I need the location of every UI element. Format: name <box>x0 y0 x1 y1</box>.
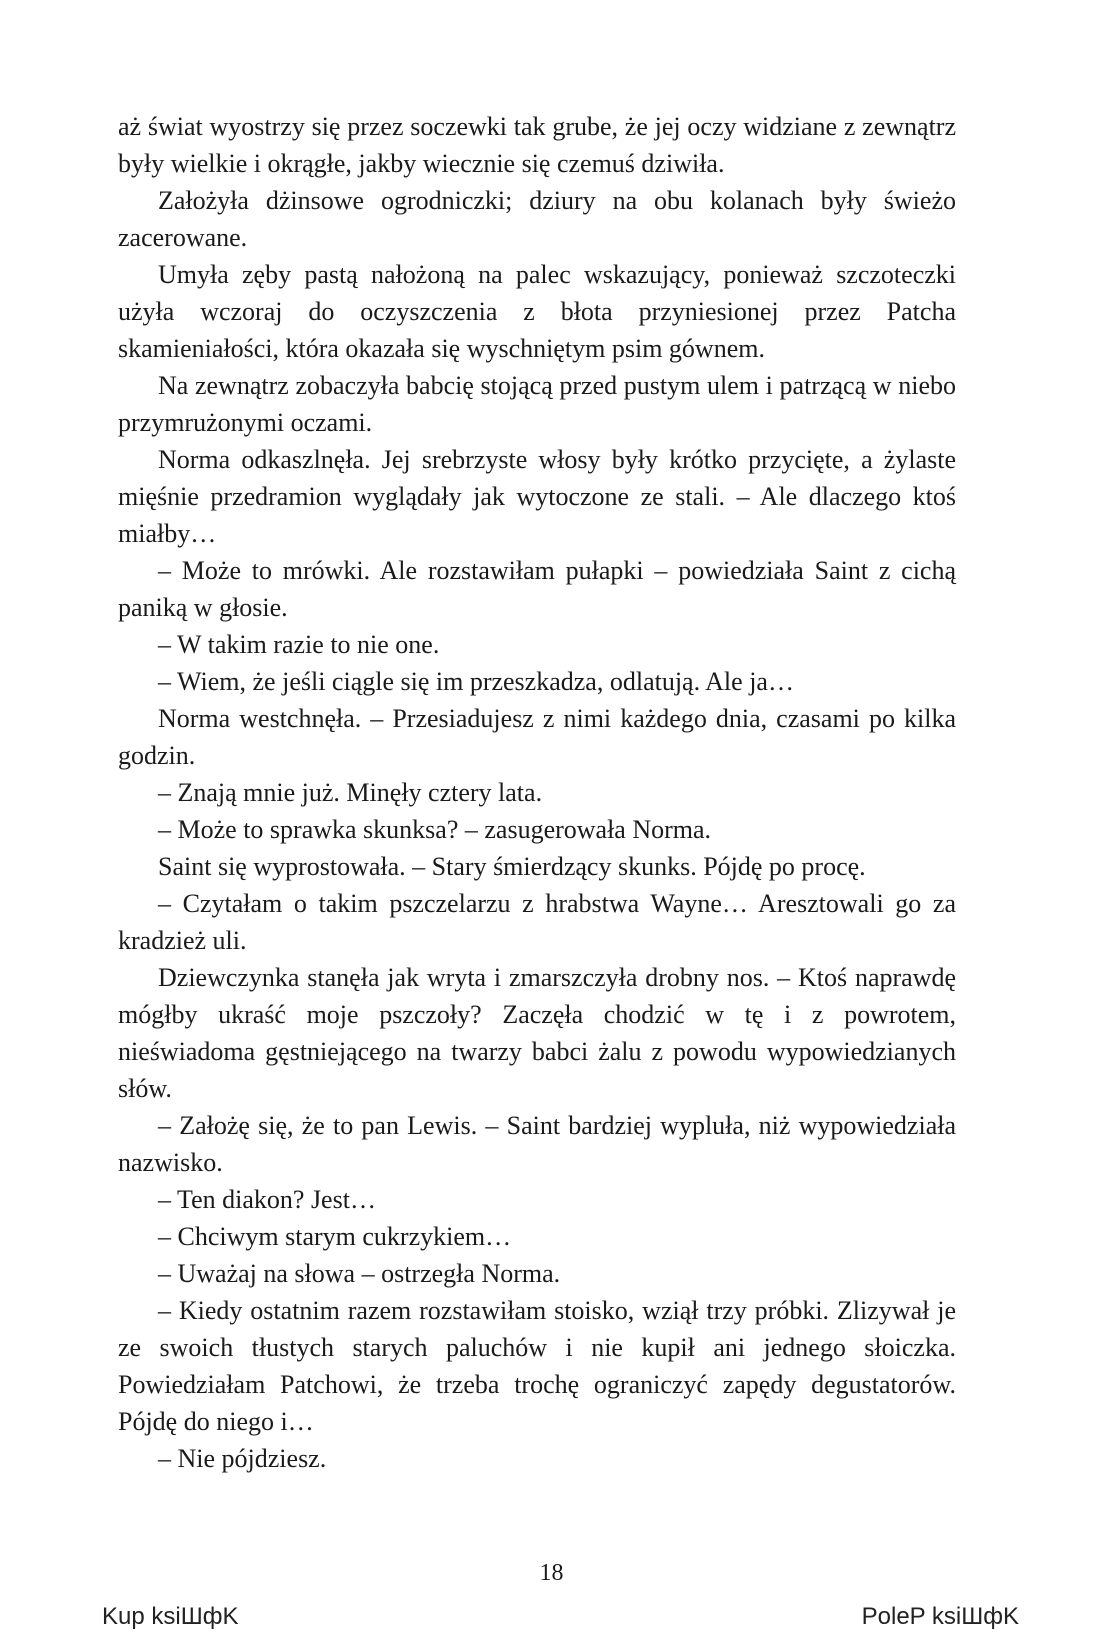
paragraph: – Chciwym starym cukrzykiem… <box>158 1222 512 1251</box>
paragraph: – Kiedy ostatnim razem rozstawiłam stoisko, wziął trzy próbki. Zlizywał je ze swoich tłustych starych paluchów i nie kupił ani jednego słoiczka. Powiedziałam Patchowi, że trzeba trochę ograniczyć zapędy degustatorów. Pójdę do niego i… <box>118 1296 956 1436</box>
paragraph: Dziewczynka stanęła jak wryta i zmarszczyła drobny nos. – Ktoś naprawdę mógłby ukraść moje pszczoły? Zaczęła chodzić w tę i z powrotem, nieświadoma gęstniejącego na twarzy babci żalu z powodu wypowiedzianych słów. <box>118 963 956 1103</box>
paragraph: – Nie pójdziesz. <box>158 1444 327 1473</box>
paragraph: Umyła zęby pastą nałożoną na palec wskazujący, ponieważ szczoteczki użyła wczoraj do oczyszczenia z błota przyniesionej przez Patcha skamieniałości, która okazała się wyschniętym psim gównem. <box>118 260 956 363</box>
paragraph: Na zewnątrz zobaczyła babcię stojącą przed pustym ulem i patrzącą w niebo przymrużonymi oczami. <box>118 371 956 437</box>
paragraph: – Może to sprawka skunksa? – zasugerowała Norma. <box>158 815 712 844</box>
paragraph: – Wiem, że jeśli ciągle się im przeszkadza, odlatują. Ale ja… <box>158 667 794 696</box>
paragraph: – W takim razie to nie one. <box>158 630 440 659</box>
paragraph: – Może to mrówki. Ale rozstawiłam pułapki – powiedziała Saint z cichą paniką w głosie. <box>118 556 956 622</box>
footer-recommend-book-link[interactable]: PoleP ksiШфK <box>861 1603 1019 1630</box>
page-number: 18 <box>539 1560 564 1586</box>
paragraph: – Założę się, że to pan Lewis. – Saint bardziej wypluła, niż wypowiedziała nazwisko. <box>118 1111 956 1177</box>
page-text <box>118 108 956 1477</box>
paragraph: – Czytałam o takim pszczelarzu z hrabstwa Wayne… Aresztowali go za kradzież uli. <box>118 889 956 955</box>
paragraph: Norma westchnęła. – Przesiadujesz z nimi każdego dnia, czasami po kilka godzin. <box>118 704 956 770</box>
paragraph: Założyła dżinsowe ogrodniczki; dziury na obu kolanach były świeżo zacerowane. <box>118 186 956 252</box>
paragraph: Norma odkaszlnęła. Jej srebrzyste włosy były krótko przycięte, a żylaste mięśnie przedramion wyglądały jak wytoczone ze stali. – Ale dlaczego ktoś miałby… <box>118 445 956 548</box>
paragraph: – Ten diakon? Jest… <box>158 1185 376 1214</box>
paragraph: – Znają mnie już. Minęły cztery lata. <box>158 778 543 807</box>
footer-buy-book-link[interactable]: Kup ksiШфK <box>102 1603 239 1630</box>
paragraph: Saint się wyprostowała. – Stary śmierdzący skunks. Pójdę po procę. <box>158 852 866 881</box>
paragraph: aż świat wyostrzy się przez soczewki tak grube, że jej oczy widziane z zewnątrz były wielkie i okrągłe, jakby wiecznie się czemuś dziwiła. <box>118 112 956 178</box>
paragraph: – Uważaj na słowa – ostrzegła Norma. <box>158 1259 561 1288</box>
